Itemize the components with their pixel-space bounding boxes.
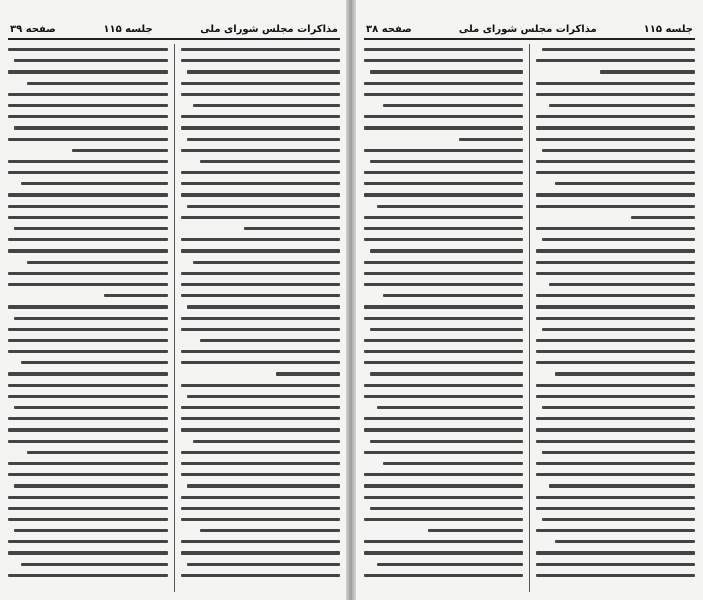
- text-line: [364, 335, 523, 346]
- text-line: [8, 78, 168, 89]
- text-line: [181, 536, 341, 547]
- text-line: [364, 424, 523, 435]
- text-line: [8, 413, 168, 424]
- text-line: [8, 357, 168, 368]
- text-line: [8, 391, 168, 402]
- left-page-column-right: [181, 44, 341, 592]
- text-line: [181, 402, 341, 413]
- text-line: [8, 189, 168, 200]
- text-line: [364, 380, 523, 391]
- text-line: [364, 257, 523, 268]
- text-line: [364, 212, 523, 223]
- text-line: [536, 78, 695, 89]
- text-line: [364, 89, 523, 100]
- text-line: [536, 402, 695, 413]
- text-line: [181, 55, 341, 66]
- text-line: [8, 245, 168, 256]
- text-line: [364, 189, 523, 200]
- text-line: [364, 245, 523, 256]
- text-line: [181, 525, 341, 536]
- text-line: [536, 514, 695, 525]
- text-line: [364, 234, 523, 245]
- text-line: [364, 391, 523, 402]
- text-line: [536, 380, 695, 391]
- text-line: [181, 447, 341, 458]
- text-line: [181, 178, 341, 189]
- text-line: [536, 480, 695, 491]
- right-page-column-right: [536, 44, 695, 592]
- text-line: [181, 514, 341, 525]
- text-line: [364, 536, 523, 547]
- text-line: [536, 201, 695, 212]
- text-line: [364, 156, 523, 167]
- text-line: [364, 223, 523, 234]
- text-line: [536, 134, 695, 145]
- text-line: [536, 536, 695, 547]
- text-line: [181, 290, 341, 301]
- text-line: [181, 357, 341, 368]
- text-line: [364, 458, 523, 469]
- text-line: [364, 290, 523, 301]
- text-line: [181, 268, 341, 279]
- text-line: [364, 368, 523, 379]
- text-line: [181, 66, 341, 77]
- text-line: [536, 245, 695, 256]
- left-page-column-left: [8, 44, 168, 592]
- text-line: [536, 335, 695, 346]
- text-line: [364, 178, 523, 189]
- text-line: [181, 380, 341, 391]
- text-line: [364, 547, 523, 558]
- text-line: [8, 324, 168, 335]
- text-line: [364, 44, 523, 55]
- text-line: [8, 279, 168, 290]
- text-line: [536, 413, 695, 424]
- text-line: [364, 201, 523, 212]
- text-line: [8, 111, 168, 122]
- text-line: [8, 313, 168, 324]
- text-line: [181, 111, 341, 122]
- text-line: [8, 89, 168, 100]
- text-line: [8, 492, 168, 503]
- text-line: [536, 279, 695, 290]
- text-line: [364, 134, 523, 145]
- text-line: [181, 201, 341, 212]
- text-line: [181, 492, 341, 503]
- text-line: [536, 111, 695, 122]
- text-line: [536, 424, 695, 435]
- text-line: [8, 436, 168, 447]
- text-line: [8, 503, 168, 514]
- text-line: [536, 178, 695, 189]
- text-line: [536, 547, 695, 558]
- text-line: [8, 525, 168, 536]
- left-page: [0, 0, 348, 600]
- text-line: [8, 480, 168, 491]
- text-line: [364, 514, 523, 525]
- text-line: [8, 301, 168, 312]
- text-line: [181, 279, 341, 290]
- text-line: [8, 55, 168, 66]
- text-line: [364, 66, 523, 77]
- text-line: [536, 212, 695, 223]
- text-line: [536, 234, 695, 245]
- left-page-number: صفحه ۳۹: [10, 23, 56, 35]
- text-line: [364, 525, 523, 536]
- text-line: [536, 368, 695, 379]
- text-line: [364, 122, 523, 133]
- text-line: [536, 559, 695, 570]
- text-line: [364, 357, 523, 368]
- text-line: [181, 212, 341, 223]
- text-line: [8, 223, 168, 234]
- text-line: [536, 257, 695, 268]
- text-line: [8, 402, 168, 413]
- left-page-columns: [8, 44, 340, 592]
- text-line: [364, 447, 523, 458]
- left-page-header: [10, 22, 338, 36]
- text-line: [181, 324, 341, 335]
- text-line: [8, 234, 168, 245]
- text-line: [364, 55, 523, 66]
- text-line: [364, 570, 523, 581]
- text-line: [8, 458, 168, 469]
- text-line: [8, 368, 168, 379]
- text-line: [536, 492, 695, 503]
- text-line: [364, 436, 523, 447]
- text-line: [536, 301, 695, 312]
- text-line: [8, 167, 168, 178]
- text-line: [8, 100, 168, 111]
- text-line: [536, 503, 695, 514]
- text-line: [536, 89, 695, 100]
- text-line: [181, 189, 341, 200]
- text-line: [364, 324, 523, 335]
- text-line: [181, 234, 341, 245]
- text-line: [364, 313, 523, 324]
- text-line: [536, 313, 695, 324]
- text-line: [536, 100, 695, 111]
- text-line: [8, 346, 168, 357]
- text-line: [181, 480, 341, 491]
- text-line: [536, 167, 695, 178]
- right-header-rule: [364, 38, 695, 40]
- text-line: [8, 536, 168, 547]
- text-line: [8, 447, 168, 458]
- text-line: [8, 44, 168, 55]
- text-line: [181, 570, 341, 581]
- text-line: [181, 78, 341, 89]
- text-line: [536, 156, 695, 167]
- left-header-rule: [8, 38, 340, 40]
- text-line: [8, 134, 168, 145]
- text-line: [536, 66, 695, 77]
- text-line: [8, 469, 168, 480]
- text-line: [8, 178, 168, 189]
- text-line: [8, 570, 168, 581]
- text-line: [536, 447, 695, 458]
- text-line: [181, 547, 341, 558]
- text-line: [536, 525, 695, 536]
- text-line: [364, 111, 523, 122]
- text-line: [8, 66, 168, 77]
- text-line: [8, 380, 168, 391]
- text-line: [364, 480, 523, 491]
- left-column-divider: [174, 44, 175, 592]
- text-line: [8, 201, 168, 212]
- text-line: [181, 391, 341, 402]
- text-line: [181, 346, 341, 357]
- text-line: [364, 145, 523, 156]
- text-line: [536, 189, 695, 200]
- text-line: [364, 100, 523, 111]
- text-line: [364, 78, 523, 89]
- text-line: [181, 559, 341, 570]
- text-line: [536, 458, 695, 469]
- text-line: [181, 503, 341, 514]
- left-page-title: مذاکرات مجلس شورای ملی: [200, 23, 338, 35]
- text-line: [364, 402, 523, 413]
- right-page-title: مذاکرات مجلس شورای ملی: [458, 23, 597, 35]
- text-line: [181, 223, 341, 234]
- text-line: [536, 324, 695, 335]
- right-page: [356, 0, 703, 600]
- text-line: [181, 335, 341, 346]
- text-line: [364, 413, 523, 424]
- text-line: [8, 290, 168, 301]
- text-line: [364, 503, 523, 514]
- text-line: [536, 290, 695, 301]
- text-line: [8, 257, 168, 268]
- text-line: [181, 134, 341, 145]
- text-line: [181, 145, 341, 156]
- right-page-header: [366, 22, 693, 36]
- right-column-divider: [529, 44, 530, 592]
- text-line: [536, 436, 695, 447]
- text-line: [536, 223, 695, 234]
- text-line: [364, 167, 523, 178]
- text-line: [181, 156, 341, 167]
- text-line: [536, 346, 695, 357]
- text-line: [181, 89, 341, 100]
- text-line: [8, 514, 168, 525]
- text-line: [536, 122, 695, 133]
- text-line: [181, 44, 341, 55]
- text-line: [536, 145, 695, 156]
- text-line: [181, 458, 341, 469]
- text-line: [8, 122, 168, 133]
- text-line: [536, 469, 695, 480]
- text-line: [8, 424, 168, 435]
- text-line: [364, 279, 523, 290]
- text-line: [181, 245, 341, 256]
- text-line: [8, 335, 168, 346]
- text-line: [536, 44, 695, 55]
- text-line: [8, 156, 168, 167]
- left-page-session: جلسه ۱۱۵: [103, 23, 153, 35]
- text-line: [536, 357, 695, 368]
- text-line: [364, 559, 523, 570]
- text-line: [181, 257, 341, 268]
- text-line: [536, 55, 695, 66]
- right-page-number: صفحه ۳۸: [366, 23, 412, 35]
- text-line: [536, 570, 695, 581]
- text-line: [8, 145, 168, 156]
- right-page-columns: [364, 44, 695, 592]
- text-line: [181, 413, 341, 424]
- text-line: [364, 492, 523, 503]
- text-line: [181, 368, 341, 379]
- text-line: [364, 301, 523, 312]
- text-line: [8, 547, 168, 558]
- text-line: [181, 436, 341, 447]
- text-line: [364, 469, 523, 480]
- text-line: [364, 268, 523, 279]
- text-line: [181, 469, 341, 480]
- text-line: [8, 268, 168, 279]
- right-page-session: جلسه ۱۱۵: [643, 23, 693, 35]
- text-line: [181, 313, 341, 324]
- text-line: [536, 268, 695, 279]
- text-line: [536, 391, 695, 402]
- text-line: [8, 212, 168, 223]
- text-line: [8, 559, 168, 570]
- text-line: [181, 424, 341, 435]
- text-line: [364, 346, 523, 357]
- text-line: [181, 301, 341, 312]
- text-line: [181, 122, 341, 133]
- text-line: [181, 167, 341, 178]
- text-line: [181, 100, 341, 111]
- right-page-column-left: [364, 44, 523, 592]
